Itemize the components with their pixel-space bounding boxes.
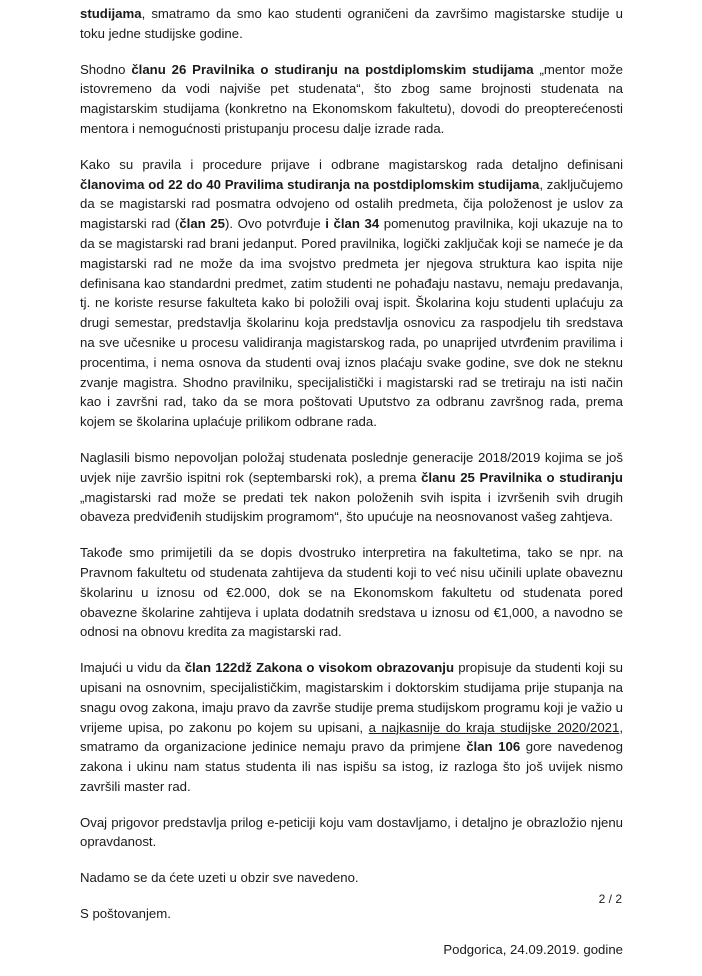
underlined-text: a najkasnije do kraja studijske 2020/2021 — [368, 719, 620, 735]
text-run: Imajući u vidu da — [80, 660, 185, 676]
date-line: Podgorica, 24.09.2019. godine — [443, 941, 623, 957]
paragraph-6 — [80, 658, 623, 797]
bold-reference: član 106 — [466, 739, 521, 755]
bold-reference: član 25 — [179, 216, 225, 232]
text-run: , smatramo da organizacione jedinice nemaju pravo da primjene — [80, 719, 623, 755]
text-run: ). Ovo potvrđuje — [224, 216, 326, 232]
page-number: 2 / 2 — [598, 892, 622, 906]
closing-salutation: S poštovanjem. — [80, 906, 171, 922]
text-run: „mentor može istovremeno da vodi najviše pet studenata“, što zbog same brojnosti studenata na magistarskim studijama (konkretno na Ekonomskom fakultetu), dovodi do preopterećenosti mentora i nemogućnosti pristupanju procesu dalje izrade rada. — [80, 61, 624, 136]
bold-reference: članu 25 Pravilnika o studiranju — [421, 469, 623, 485]
text-run: pomenutog pravilnika, koji ukazuje na to da se magistarski rad brani jedanput. Pored pravilnika, logički zaključak koji se nameće je da magistarski rad ne može da ima svojstvo predmeta jer njegova struktura kao ispita nije definisana kao standardni predmet, zatim studenti ne pohađaju nastavu, nemaju predavanja, tj. ne koriste resurse fakulteta kako bi položili ovaj ispit. Školarina koju studenti uplaćuju za drugi semestar, predstavlja školarinu koja predstavlja osnovicu za raspodjelu tih sredstava na sve učesnike u procesu validiranja magistarskog rada, po unaprijed utvrđenim pravilima i procentima, i nema osnova da studenti ovaj iznos plaćaju svake godine, sve dok ne steknu zvanje magistra. Shodno pravilniku, specijalistički i magistarski rad se tretiraju na isti način kao i završni rad, tako da se mora poštovati Uputstvo za odbranu završnog rada, prema kojem se školarina uplaćuje prilikom odbrane rada. — [80, 216, 623, 430]
text-run: Takođe smo primijetili da se dopis dvostruko interpretira na fakultetima, tako se npr. na Pravnom fakultetu od studenata zahtijeva da studenti koji to već nisu učinili uplate obaveznu školarinu u iznosu od €2.000, dok se na Ekonomskom fakultetu od studenata pored obavezne školarine zahtijeva i uplata dodatnih sredstava u iznosu od €1,000, a navodno se odnosi na obnovu kredita za magistarski rad. — [80, 545, 623, 640]
text-run: , smatramo da smo kao studenti ograničeni da završimo magistarske studije u toku jedne studijske godine. — [80, 6, 623, 41]
text-run: propisuje da studenti koji su upisani na osnovnim, specijalističkim, magistarskim i doktorskim studijama prije stupanja na snagu ovog zakona, imaju pravo da završe studije prema studijskom programu koji je važio u vrijeme upisa, po zakonu po kojem su upisani, — [80, 660, 623, 735]
paragraph-1 — [80, 4, 623, 44]
bold-reference: član 122dž Zakona o visokom obrazovanju — [184, 660, 455, 676]
bold-reference: članu 26 Pravilnika o studiranju na postdiplomskim studijama — [131, 61, 534, 77]
bold-reference: i član 34 — [325, 216, 380, 232]
text-run: , zaključujemo da se magistarski rad posmatra odvojeno od ostalih predmeta, čija položenost je uslov za magistarski rad ( — [80, 176, 623, 232]
bold-reference: članovima od 22 do 40 Pravilima studiranja na postdiplomskim studijama — [80, 176, 540, 192]
text-run: Shodno — [80, 61, 132, 77]
text-run: Kako su pravila i procedure prijave i odbrane magistarskog rada detaljno definisani — [80, 156, 623, 172]
text-run: Naglasili bismo nepovoljan položaj studenata poslednje generacije 2018/2019 kojima se još uvjek nije završio ispitni rok (septembarski rok), a prema — [80, 449, 623, 485]
text-run: gore navedenog zakona i ukinu nam status studenta ili nas ispišu sa istog, iz razloga što još uvijek nismo završili master rad. — [80, 739, 623, 794]
paragraph-5 — [80, 543, 623, 642]
paragraph-4 — [80, 448, 623, 527]
paragraph-7: Ovaj prigovor predstavlja prilog e-peticiji koju vam dostavljamo, i detaljno je obrazložio njenu opravdanost. — [80, 814, 623, 850]
paragraph-3 — [80, 155, 623, 432]
letter-body — [80, 4, 623, 976]
paragraph-8: Nadamo se da ćete uzeti u obzir sve navedeno. — [80, 870, 359, 886]
text-run: „magistarski rad može se predati tek nakon položenih svih ispita i izvršenih svih drugih obaveza predviđenih studijskim programom“, što upućuje na neosnovanost vašeg zahtjeva. — [80, 489, 623, 525]
bold-reference: studijama — [80, 6, 142, 21]
paragraph-2 — [80, 60, 623, 139]
